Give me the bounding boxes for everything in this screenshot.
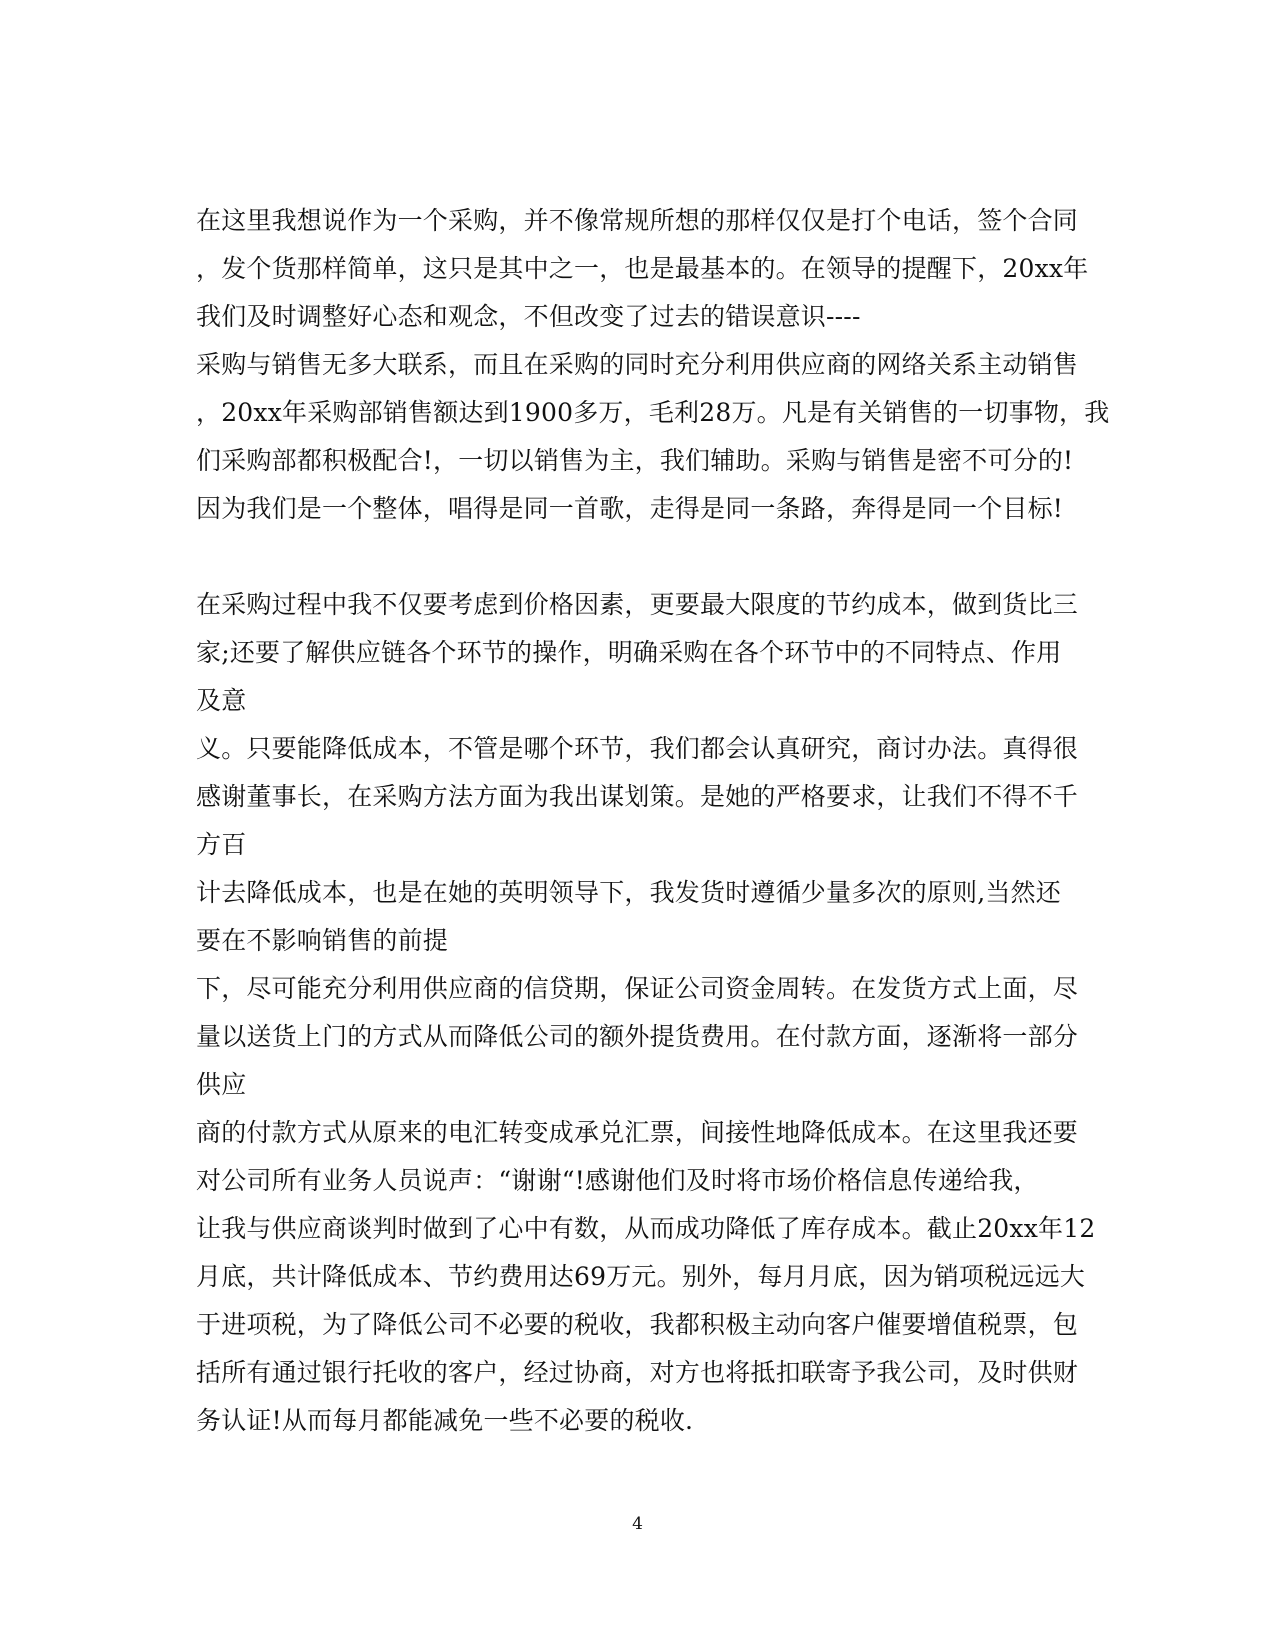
body-text-line: 月底，共计降低成本、节约费用达69万元。别外，每月月底，因为销项税远远大 (196, 1262, 1086, 1291)
body-text-line: 在这里我想说作为一个采购，并不像常规所想的那样仅仅是打个电话，签个合同 (196, 206, 1079, 235)
body-text-line: 及意 (196, 686, 247, 715)
body-text-line: 家;还要了解供应链各个环节的操作，明确采购在各个环节中的不同特点、作用 (196, 638, 1062, 667)
body-text-line: 务认证!从而每月都能减免一些不必要的税收. (196, 1406, 694, 1435)
body-text-line: ，发个货那样简单，这只是其中之一，也是最基本的。在领导的提醒下，20xx年 (196, 254, 1089, 283)
body-text-line: 采购与销售无多大联系，而且在采购的同时充分利用供应商的网络关系主动销售 (196, 350, 1079, 379)
body-text-line: 括所有通过银行托收的客户，经过协商，对方也将抵扣联寄予我公司，及时供财 (196, 1358, 1079, 1387)
body-text-line: 我们及时调整好心态和观念，不但改变了过去的错误意识---- (196, 302, 861, 331)
body-text-line: 因为我们是一个整体，唱得是同一首歌，走得是同一条路，奔得是同一个目标! (196, 494, 1064, 523)
page-number: 4 (632, 1514, 643, 1534)
body-text-line: 下，尽可能充分利用供应商的信贷期，保证公司资金周转。在发货方式上面，尽 (196, 974, 1079, 1003)
body-text-line: 商的付款方式从原来的电汇转变成承兑汇票，间接性地降低成本。在这里我还要 (196, 1118, 1079, 1147)
body-text-line: 量以送货上门的方式从而降低公司的额外提货费用。在付款方面，逐渐将一部分 (196, 1022, 1079, 1051)
body-text-line: 对公司所有业务人员说声：“谢谢“!感谢他们及时将市场价格信息传递给我， (196, 1166, 1039, 1195)
body-text-line: 义。只要能降低成本，不管是哪个环节，我们都会认真研究，商讨办法。真得很 (196, 734, 1079, 763)
body-text-line: 要在不影响销售的前提 (196, 926, 449, 955)
body-text-line: 于进项税，为了降低公司不必要的税收，我都积极主动向客户催要增值税票，包 (196, 1310, 1079, 1339)
body-text-line: 供应 (196, 1070, 247, 1099)
body-text-line: 让我与供应商谈判时做到了心中有数，从而成功降低了库存成本。截止20xx年12 (196, 1214, 1096, 1243)
body-text-line: 感谢董事长，在采购方法方面为我出谋划策。是她的严格要求，让我们不得不千 (196, 782, 1079, 811)
body-text-line: 方百 (196, 830, 247, 859)
body-text-line: 们采购部都积极配合!，一切以销售为主，我们辅助。采购与销售是密不可分的! (196, 446, 1074, 475)
body-text-line: ，20xx年采购部销售额达到1900多万，毛利28万。凡是有关销售的一切事物，我 (196, 398, 1110, 427)
body-text-line: 在采购过程中我不仅要考虑到价格因素，更要最大限度的节约成本，做到货比三 (196, 590, 1079, 619)
body-text-line: 计去降低成本，也是在她的英明领导下，我发货时遵循少量多次的原则,当然还 (196, 878, 1061, 907)
